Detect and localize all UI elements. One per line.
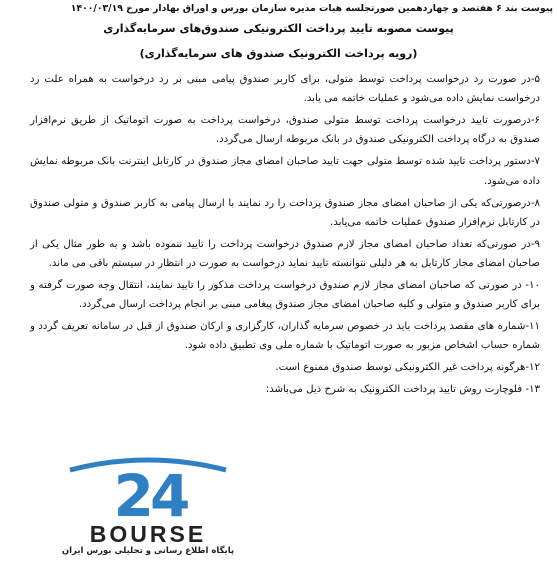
clause-5: ۵-در صورت رد درخواست پرداخت توسط متولی، برای کاربر صندوق پیامی مبنی بر رد درخواست به همراه علت رد درخواست نمایش داده می‌شود و عملیات خاتمه می یابد. — [30, 74, 540, 105]
document-body — [30, 70, 540, 402]
logo-caption: پایگاه اطلاع رسانی و تحلیلی بورس ایران — [61, 546, 235, 556]
clause-13: ۱۳- فلوچارت روش تایید پرداخت الکترونیک به شرح ذیل می‌باشد: — [265, 384, 540, 396]
clause-6: ۶-درصورت تایید درخواست پرداخت توسط متولی صندوق، درخواست پرداخت به صورت اتوماتیک از طریق نرم‌افزار صندوق به درگاه پرداخت الکترونیکی صندوق در بانک مربوطه ارسال می‌گردد. — [30, 115, 540, 146]
logo-number: 24 — [113, 462, 187, 530]
resolution-reference-line: پیوست بند ۶ هفتصد و چهاردهمین صورتجلسه هیات مدیره سازمان بورس و اوراق بهادار مورخ ۱۴۰۰/۰۳/۱۹ — [70, 3, 553, 14]
document-title: پیوست مصوبه تایید پرداخت الکترونیکی صندوق‌های سرمایه‌گذاری — [103, 22, 454, 35]
clause-11: ۱۱-شماره های مقصد پرداخت باید در خصوص سرمایه گذاران، کارگزاری و ارکان صندوق از قبل در سامانه تعریف گردد و شماره حساب اشخاص مزبور به صورت اتوماتیک با شماره ملی وی تطبیق داده شود. — [30, 321, 540, 352]
bourse-logo — [58, 454, 238, 564]
bourse-logo-mark — [58, 454, 238, 546]
clause-7: ۷-دستور پرداخت تایید شده توسط متولی جهت تایید صاحبان امضای مجاز صندوق در کارتابل اینترنت بانک مربوطه نمایش داده می‌شود. — [30, 156, 540, 187]
clause-10: ۱۰- در صورتی که صاحبان امضای مجاز لازم صندوق درخواست پرداخت مذکور را تایید نمایند، انتقال وجه صورت گرفته و برای کاربر صندوق و متولی و کلیه صاحبان امضای مجاز صندوق پیغامی مبنی بر انجام پرداخت ارسال می‌گردد. — [30, 279, 540, 311]
clause-9: ۹-در صورتی‌که تعداد صاحبان امضای مجاز لازم صندوق درخواست پرداخت را تایید ننموده باشد و به طور مثال یکی از صاحبان امضای مجاز کارتابل به هر دلیلی نتوانسته تایید نماید درخواست به صورت در انتظار در سیستم باقی می ماند. — [30, 238, 540, 270]
document-subtitle: (رویه پرداخت الکترونیک صندوق های سرمایه‌گذاری) — [139, 47, 418, 60]
clause-8: ۸-درصورتی‌که یکی از صاحبان امضای مجاز صندوق پرداخت را رد نمایند با ارسال پیامی به کاربر صندوق و متولی صندوق در کارتابل نرم‌افزار صندوق عملیات خاتمه می‌یابد. — [30, 197, 540, 228]
clause-12: ۱۲-هرگونه پرداخت غیر الکترونیکی توسط صندوق ممنوع است. — [275, 362, 540, 374]
logo-wordmark: BOURSE — [89, 521, 207, 546]
